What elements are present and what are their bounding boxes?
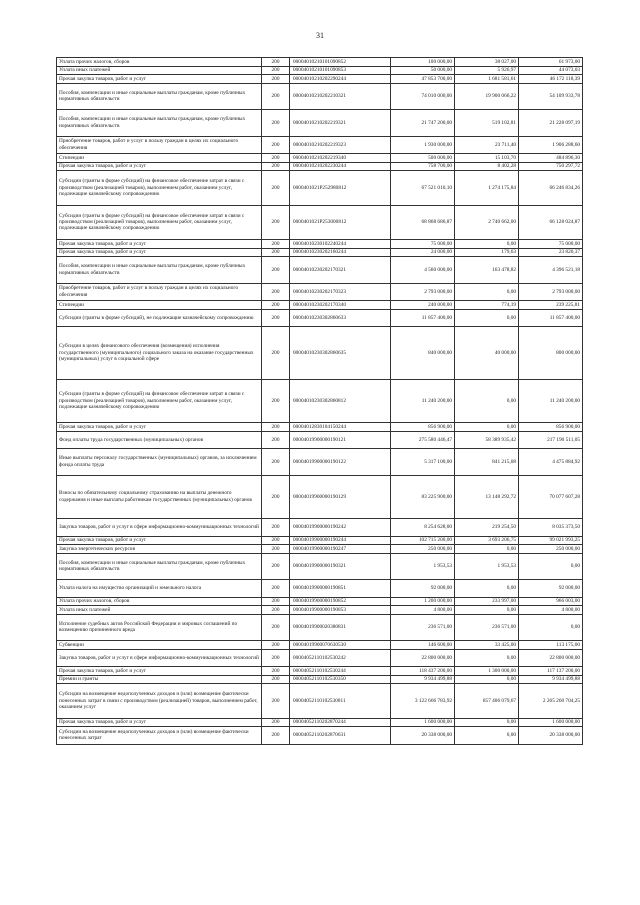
cell-approved-amount: 856 900,00 bbox=[391, 423, 455, 432]
cell-classification-code: 00004010230302860635 bbox=[290, 327, 391, 380]
cell-expense-name: Пособия, компенсации и иные социальные выплаты гражданам, кроме публичных нормативных обязательств bbox=[57, 553, 262, 580]
cell-approved-amount: 75 000,00 bbox=[391, 240, 455, 249]
table-row bbox=[57, 75, 583, 84]
table-row bbox=[57, 379, 583, 423]
cell-line-code: 200 bbox=[262, 66, 290, 75]
table-row bbox=[57, 641, 583, 650]
cell-line-code: 200 bbox=[262, 162, 290, 171]
cell-classification-code: 00004019900000190129 bbox=[290, 475, 391, 519]
cell-expense-name: Прочая закупка товаров, работ и услуг bbox=[57, 240, 262, 249]
table-row bbox=[57, 519, 583, 537]
table-row bbox=[57, 283, 583, 301]
cell-approved-amount: 9 934 499,88 bbox=[391, 675, 455, 684]
cell-classification-code: 00004019900070630530 bbox=[290, 641, 391, 650]
cell-classification-code: 00004052110202870631 bbox=[290, 727, 391, 745]
cell-approved-amount: 11 240 200,00 bbox=[391, 379, 455, 423]
cell-expense-name: Субсидии (гранты в форме субсидий) на финансовое обеспечение затрат в связи с производством (реализацией товаров), выполнением работ, оказанием услуг, подлежащие казначейскому сопровождению bbox=[57, 171, 262, 206]
cell-classification-code: 00004010230202170323 bbox=[290, 283, 391, 301]
cell-classification-code: 00004010230202170340 bbox=[290, 301, 391, 310]
cell-classification-code: 00004019900020380831 bbox=[290, 614, 391, 641]
cell-executed-amount: 23 711,40 bbox=[455, 136, 519, 154]
cell-executed-amount: 0,00 bbox=[455, 283, 519, 301]
cell-line-code: 200 bbox=[262, 423, 290, 432]
cell-line-code: 200 bbox=[262, 475, 290, 519]
cell-expense-name: Закупка товаров, работ и услуг в сфере информационно-коммуникационных технологий bbox=[57, 519, 262, 537]
cell-executed-amount: 0,00 bbox=[455, 580, 519, 598]
cell-classification-code: 00004019900000190853 bbox=[290, 606, 391, 615]
cell-unexecuted-amount: 54 109 933,78 bbox=[519, 83, 583, 110]
table-row bbox=[57, 545, 583, 554]
cell-line-code: 200 bbox=[262, 580, 290, 598]
cell-approved-amount: 1 200 000,00 bbox=[391, 597, 455, 606]
cell-executed-amount: 19 900 066,22 bbox=[455, 83, 519, 110]
table-row bbox=[57, 727, 583, 745]
cell-unexecuted-amount: 117 137 200,00 bbox=[519, 667, 583, 676]
cell-unexecuted-amount: 66 246 834,26 bbox=[519, 171, 583, 206]
cell-line-code: 200 bbox=[262, 154, 290, 163]
cell-executed-amount: 2 740 662,00 bbox=[455, 205, 519, 240]
cell-unexecuted-amount: 99 021 993,25 bbox=[519, 536, 583, 545]
cell-classification-code: 00004010210202210321 bbox=[290, 83, 391, 110]
cell-expense-name: Субсидии (гранты в форме субсидий) на финансовое обеспечение затрат в связи с производством (реализацией товаров), выполнением работ, оказанием услуг, подлежащие казначейскому сопровождению bbox=[57, 205, 262, 240]
cell-line-code: 200 bbox=[262, 301, 290, 310]
cell-line-code: 200 bbox=[262, 327, 290, 380]
table-row bbox=[57, 553, 583, 580]
cell-expense-name: Приобретение товаров, работ и услуг в пользу граждан в целях их социального обеспечения bbox=[57, 283, 262, 301]
cell-classification-code: 00004019900000190242 bbox=[290, 519, 391, 537]
cell-executed-amount: 13 148 292,72 bbox=[455, 475, 519, 519]
cell-line-code: 200 bbox=[262, 649, 290, 667]
cell-line-code: 200 bbox=[262, 379, 290, 423]
cell-expense-name: Прочая закупка товаров, работ и услуг bbox=[57, 423, 262, 432]
cell-line-code: 200 bbox=[262, 606, 290, 615]
cell-line-code: 200 bbox=[262, 449, 290, 476]
table-row bbox=[57, 240, 583, 249]
cell-expense-name: Приобретение товаров, работ и услуг в пользу граждан в целях их социального обеспечения bbox=[57, 136, 262, 154]
cell-expense-name: Субсидии на возмещение недополученных доходов и (или) возмещение фактически понесенных затрат в связи с производством (реализацией) товаров, выполнением работ, оказанием услуг bbox=[57, 684, 262, 719]
cell-expense-name: Прочая закупка товаров, работ и услуг bbox=[57, 162, 262, 171]
cell-executed-amount: 1 953,53 bbox=[455, 553, 519, 580]
cell-executed-amount: 33 425,00 bbox=[455, 641, 519, 650]
cell-classification-code: 00004012830104150244 bbox=[290, 423, 391, 432]
cell-executed-amount: 233 997,00 bbox=[455, 597, 519, 606]
cell-executed-amount: 40 000,00 bbox=[455, 327, 519, 380]
cell-approved-amount: 500 000,00 bbox=[391, 154, 455, 163]
cell-unexecuted-amount: 44 073,03 bbox=[519, 66, 583, 75]
table-body bbox=[57, 58, 583, 745]
cell-executed-amount: 0,00 bbox=[455, 379, 519, 423]
cell-approved-amount: 50 000,00 bbox=[391, 66, 455, 75]
cell-unexecuted-amount: 1 600 000,00 bbox=[519, 718, 583, 727]
cell-expense-name: Закупка энергетических ресурсов bbox=[57, 545, 262, 554]
cell-unexecuted-amount: 20 338 000,00 bbox=[519, 727, 583, 745]
cell-executed-amount: 1 274 175,84 bbox=[455, 171, 519, 206]
cell-expense-name: Прочая закупка товаров, работ и услуг bbox=[57, 667, 262, 676]
cell-expense-name: Прочая закупка товаров, работ и услуг bbox=[57, 75, 262, 84]
table-row bbox=[57, 667, 583, 676]
budget-execution-table bbox=[56, 57, 583, 745]
cell-executed-amount: 774,19 bbox=[455, 301, 519, 310]
cell-classification-code: 00004010230202170321 bbox=[290, 257, 391, 284]
cell-classification-code: 00004052110102530350 bbox=[290, 675, 391, 684]
cell-classification-code: 00004052110102530244 bbox=[290, 667, 391, 676]
cell-executed-amount: 219 254,50 bbox=[455, 519, 519, 537]
cell-approved-amount: 67 521 010,10 bbox=[391, 171, 455, 206]
cell-executed-amount: 0,00 bbox=[455, 727, 519, 745]
cell-executed-amount: 0,00 bbox=[455, 606, 519, 615]
page-number: 31 bbox=[316, 31, 324, 40]
cell-approved-amount: 250 000,00 bbox=[391, 545, 455, 554]
cell-classification-code: 00004019900000190852 bbox=[290, 597, 391, 606]
cell-unexecuted-amount: 61 973,00 bbox=[519, 58, 583, 67]
cell-line-code: 200 bbox=[262, 75, 290, 84]
table-row bbox=[57, 606, 583, 615]
cell-line-code: 200 bbox=[262, 248, 290, 257]
cell-unexecuted-amount: 21 228 097,19 bbox=[519, 110, 583, 137]
cell-classification-code: 00004019900000190321 bbox=[290, 553, 391, 580]
cell-classification-code: 00004010210202219323 bbox=[290, 136, 391, 154]
cell-approved-amount: 83 225 900,00 bbox=[391, 475, 455, 519]
cell-line-code: 200 bbox=[262, 536, 290, 545]
cell-unexecuted-amount: 484 896,30 bbox=[519, 154, 583, 163]
cell-executed-amount: 8 402,28 bbox=[455, 162, 519, 171]
cell-classification-code: 00004010230302860633 bbox=[290, 309, 391, 327]
table-row bbox=[57, 475, 583, 519]
cell-approved-amount: 20 338 000,00 bbox=[391, 727, 455, 745]
cell-executed-amount: 236 571,00 bbox=[455, 614, 519, 641]
cell-approved-amount: 3 122 666 783,92 bbox=[391, 684, 455, 719]
cell-line-code: 200 bbox=[262, 641, 290, 650]
table-row bbox=[57, 58, 583, 67]
cell-approved-amount: 1 953,53 bbox=[391, 553, 455, 580]
cell-expense-name: Взносы по обязательному социальному страхованию на выплаты денежного содержания и иные выплаты работникам государственных (муниципальных) органов bbox=[57, 475, 262, 519]
cell-expense-name: Премии и гранты bbox=[57, 675, 262, 684]
table-row bbox=[57, 327, 583, 380]
cell-approved-amount: 240 000,00 bbox=[391, 301, 455, 310]
cell-line-code: 200 bbox=[262, 283, 290, 301]
cell-classification-code: 0000401021P252980812 bbox=[290, 171, 391, 206]
table-row bbox=[57, 171, 583, 206]
table-row bbox=[57, 614, 583, 641]
cell-unexecuted-amount: 23 820,37 bbox=[519, 248, 583, 257]
cell-unexecuted-amount: 856 900,00 bbox=[519, 423, 583, 432]
table-row bbox=[57, 248, 583, 257]
cell-approved-amount: 1 930 000,00 bbox=[391, 136, 455, 154]
table-row bbox=[57, 718, 583, 727]
cell-unexecuted-amount: 92 000,00 bbox=[519, 580, 583, 598]
cell-unexecuted-amount: 75 000,00 bbox=[519, 240, 583, 249]
cell-executed-amount: 0,00 bbox=[455, 423, 519, 432]
cell-unexecuted-amount: 800 000,00 bbox=[519, 327, 583, 380]
cell-line-code: 200 bbox=[262, 545, 290, 554]
table-row bbox=[57, 597, 583, 606]
cell-expense-name: Прочая закупка товаров, работ и услуг bbox=[57, 536, 262, 545]
cell-executed-amount: 179,63 bbox=[455, 248, 519, 257]
cell-line-code: 200 bbox=[262, 675, 290, 684]
cell-unexecuted-amount: 22 800 000,00 bbox=[519, 649, 583, 667]
cell-classification-code: 00004010230202160244 bbox=[290, 248, 391, 257]
cell-approved-amount: 840 000,00 bbox=[391, 327, 455, 380]
cell-line-code: 200 bbox=[262, 431, 290, 449]
cell-line-code: 200 bbox=[262, 667, 290, 676]
cell-approved-amount: 24 000,00 bbox=[391, 248, 455, 257]
table-row bbox=[57, 66, 583, 75]
cell-classification-code: 00004019900000190122 bbox=[290, 449, 391, 476]
cell-expense-name: Стипендии bbox=[57, 301, 262, 310]
cell-executed-amount: 0,00 bbox=[455, 718, 519, 727]
table-row bbox=[57, 257, 583, 284]
cell-line-code: 200 bbox=[262, 727, 290, 745]
cell-unexecuted-amount: 9 934 499,88 bbox=[519, 675, 583, 684]
cell-approved-amount: 118 437 200,00 bbox=[391, 667, 455, 676]
table-row bbox=[57, 162, 583, 171]
cell-expense-name: Прочая закупка товаров, работ и услуг bbox=[57, 718, 262, 727]
cell-unexecuted-amount: 2 793 000,00 bbox=[519, 283, 583, 301]
cell-line-code: 200 bbox=[262, 718, 290, 727]
cell-expense-name: Уплата прочих налогов, сборов bbox=[57, 58, 262, 67]
cell-unexecuted-amount: 4 396 521,18 bbox=[519, 257, 583, 284]
cell-executed-amount: 0,00 bbox=[455, 545, 519, 554]
cell-unexecuted-amount: 1 906 288,60 bbox=[519, 136, 583, 154]
cell-line-code: 200 bbox=[262, 83, 290, 110]
cell-expense-name: Субсидии в целях финансового обеспечения (возмещения) исполнения государственного (муниципального) социального заказа на оказание государственных (муниципальных) услуг в социальной сфере bbox=[57, 327, 262, 380]
table-row bbox=[57, 675, 583, 684]
cell-classification-code: 00004010210202230244 bbox=[290, 162, 391, 171]
cell-classification-code: 00004052110102530811 bbox=[290, 684, 391, 719]
cell-approved-amount: 102 715 200,00 bbox=[391, 536, 455, 545]
cell-approved-amount: 11 857 400,00 bbox=[391, 309, 455, 327]
cell-executed-amount: 163 478,82 bbox=[455, 257, 519, 284]
cell-expense-name: Закупка товаров, работ и услуг в сфере информационно-коммуникационных технологий bbox=[57, 649, 262, 667]
cell-line-code: 200 bbox=[262, 519, 290, 537]
cell-classification-code: 00004010210101090853 bbox=[290, 66, 391, 75]
cell-line-code: 200 bbox=[262, 240, 290, 249]
table-row bbox=[57, 684, 583, 719]
cell-unexecuted-amount: 966 003,00 bbox=[519, 597, 583, 606]
cell-classification-code: 0000401021P253000812 bbox=[290, 205, 391, 240]
cell-classification-code: 00004010210202290244 bbox=[290, 75, 391, 84]
cell-executed-amount: 857 406 079,67 bbox=[455, 684, 519, 719]
cell-unexecuted-amount: 113 175,00 bbox=[519, 641, 583, 650]
cell-classification-code: 00004019900000190851 bbox=[290, 580, 391, 598]
cell-expense-name: Субсидии на возмещение недополученных доходов и (или) возмещение фактически понесенных затрат bbox=[57, 727, 262, 745]
cell-unexecuted-amount: 0,00 bbox=[519, 553, 583, 580]
cell-expense-name: Субвенции bbox=[57, 641, 262, 650]
cell-expense-name: Прочая закупка товаров, работ и услуг bbox=[57, 248, 262, 257]
cell-line-code: 200 bbox=[262, 205, 290, 240]
cell-executed-amount: 841 215,08 bbox=[455, 449, 519, 476]
cell-approved-amount: 100 000,00 bbox=[391, 58, 455, 67]
cell-expense-name: Иные выплаты персоналу государственных (муниципальных) органов, за исключением фонда оплаты труда bbox=[57, 449, 262, 476]
cell-unexecuted-amount: 11 857 400,00 bbox=[519, 309, 583, 327]
cell-classification-code: 00004052110202870244 bbox=[290, 718, 391, 727]
cell-unexecuted-amount: 70 077 607,28 bbox=[519, 475, 583, 519]
cell-classification-code: 00004010210202219321 bbox=[290, 110, 391, 137]
cell-approved-amount: 5 317 100,00 bbox=[391, 449, 455, 476]
cell-approved-amount: 236 571,00 bbox=[391, 614, 455, 641]
cell-executed-amount: 58 389 935,42 bbox=[455, 431, 519, 449]
cell-expense-name: Уплата прочих налогов, сборов bbox=[57, 597, 262, 606]
cell-executed-amount: 0,00 bbox=[455, 240, 519, 249]
cell-executed-amount: 0,00 bbox=[455, 675, 519, 684]
table-row bbox=[57, 110, 583, 137]
cell-approved-amount: 4 560 000,00 bbox=[391, 257, 455, 284]
cell-unexecuted-amount: 250 000,00 bbox=[519, 545, 583, 554]
table-row bbox=[57, 83, 583, 110]
cell-expense-name: Пособия, компенсации и иные социальные выплаты гражданам, кроме публичных нормативных обязательств bbox=[57, 83, 262, 110]
cell-expense-name: Субсидии (гранты в форме субсидий) на финансовое обеспечение затрат в связи с производством (реализацией товаров), выполнением работ, оказанием услуг, подлежащие казначейскому сопровождению bbox=[57, 379, 262, 423]
cell-line-code: 200 bbox=[262, 110, 290, 137]
cell-classification-code: 00004052110102530242 bbox=[290, 649, 391, 667]
cell-unexecuted-amount: 0,00 bbox=[519, 614, 583, 641]
cell-unexecuted-amount: 2 265 260 704,25 bbox=[519, 684, 583, 719]
cell-line-code: 200 bbox=[262, 597, 290, 606]
cell-line-code: 200 bbox=[262, 58, 290, 67]
cell-expense-name: Уплата иных платежей bbox=[57, 66, 262, 75]
cell-line-code: 200 bbox=[262, 684, 290, 719]
cell-approved-amount: 758 700,00 bbox=[391, 162, 455, 171]
cell-approved-amount: 21 747 200,00 bbox=[391, 110, 455, 137]
cell-approved-amount: 22 800 000,00 bbox=[391, 649, 455, 667]
cell-unexecuted-amount: 750 297,72 bbox=[519, 162, 583, 171]
cell-executed-amount: 1 300 000,00 bbox=[455, 667, 519, 676]
cell-unexecuted-amount: 4 800,00 bbox=[519, 606, 583, 615]
table-row bbox=[57, 580, 583, 598]
table-row bbox=[57, 154, 583, 163]
cell-classification-code: 00004010230302860812 bbox=[290, 379, 391, 423]
cell-executed-amount: 15 103,70 bbox=[455, 154, 519, 163]
cell-line-code: 200 bbox=[262, 309, 290, 327]
cell-approved-amount: 74 010 000,00 bbox=[391, 83, 455, 110]
table-row bbox=[57, 301, 583, 310]
table-row bbox=[57, 309, 583, 327]
cell-approved-amount: 8 254 628,00 bbox=[391, 519, 455, 537]
cell-executed-amount: 3 693 206,75 bbox=[455, 536, 519, 545]
cell-executed-amount: 0,00 bbox=[455, 649, 519, 667]
cell-unexecuted-amount: 8 035 373,50 bbox=[519, 519, 583, 537]
cell-classification-code: 00004019900000190121 bbox=[290, 431, 391, 449]
cell-executed-amount: 5 926,97 bbox=[455, 66, 519, 75]
cell-classification-code: 00004019900000190247 bbox=[290, 545, 391, 554]
cell-classification-code: 00004010210202219340 bbox=[290, 154, 391, 163]
table-row bbox=[57, 536, 583, 545]
cell-unexecuted-amount: 66 128 024,87 bbox=[519, 205, 583, 240]
cell-expense-name: Исполнение судебных актов Российской Федерации и мировых соглашений по возмещению причиненного вреда bbox=[57, 614, 262, 641]
cell-approved-amount: 4 800,00 bbox=[391, 606, 455, 615]
cell-unexecuted-amount: 46 172 118,39 bbox=[519, 75, 583, 84]
cell-approved-amount: 146 600,00 bbox=[391, 641, 455, 650]
cell-line-code: 200 bbox=[262, 553, 290, 580]
table-row bbox=[57, 423, 583, 432]
cell-executed-amount: 38 027,00 bbox=[455, 58, 519, 67]
table-row bbox=[57, 449, 583, 476]
table-row bbox=[57, 136, 583, 154]
cell-approved-amount: 68 868 686,87 bbox=[391, 205, 455, 240]
cell-executed-amount: 0,00 bbox=[455, 309, 519, 327]
table-row bbox=[57, 205, 583, 240]
cell-approved-amount: 1 600 000,00 bbox=[391, 718, 455, 727]
cell-classification-code: 00004010210101090852 bbox=[290, 58, 391, 67]
cell-expense-name: Субсидии (гранты в форме субсидий), не подлежащие казначейскому сопровождению bbox=[57, 309, 262, 327]
cell-expense-name: Уплата налога на имущество организаций и земельного налога bbox=[57, 580, 262, 598]
cell-unexecuted-amount: 217 190 511,05 bbox=[519, 431, 583, 449]
cell-line-code: 200 bbox=[262, 257, 290, 284]
cell-approved-amount: 92 000,00 bbox=[391, 580, 455, 598]
cell-approved-amount: 47 853 700,00 bbox=[391, 75, 455, 84]
cell-expense-name: Пособия, компенсации и иные социальные выплаты гражданам, кроме публичных нормативных обязательств bbox=[57, 110, 262, 137]
cell-expense-name: Стипендии bbox=[57, 154, 262, 163]
cell-unexecuted-amount: 4 475 884,92 bbox=[519, 449, 583, 476]
cell-line-code: 200 bbox=[262, 614, 290, 641]
table-row bbox=[57, 649, 583, 667]
cell-line-code: 200 bbox=[262, 171, 290, 206]
cell-unexecuted-amount: 239 225,81 bbox=[519, 301, 583, 310]
cell-unexecuted-amount: 11 240 200,00 bbox=[519, 379, 583, 423]
cell-approved-amount: 275 580 446,47 bbox=[391, 431, 455, 449]
cell-approved-amount: 2 793 000,00 bbox=[391, 283, 455, 301]
cell-expense-name: Уплата иных платежей bbox=[57, 606, 262, 615]
cell-executed-amount: 1 681 581,61 bbox=[455, 75, 519, 84]
cell-expense-name: Пособия, компенсации и иные социальные выплаты гражданам, кроме публичных нормативных обязательств bbox=[57, 257, 262, 284]
cell-expense-name: Фонд оплаты труда государственных (муниципальных) органов bbox=[57, 431, 262, 449]
cell-line-code: 200 bbox=[262, 136, 290, 154]
table-row bbox=[57, 431, 583, 449]
cell-classification-code: 00004019900000190244 bbox=[290, 536, 391, 545]
cell-classification-code: 00004010230102240244 bbox=[290, 240, 391, 249]
cell-executed-amount: 519 102,81 bbox=[455, 110, 519, 137]
